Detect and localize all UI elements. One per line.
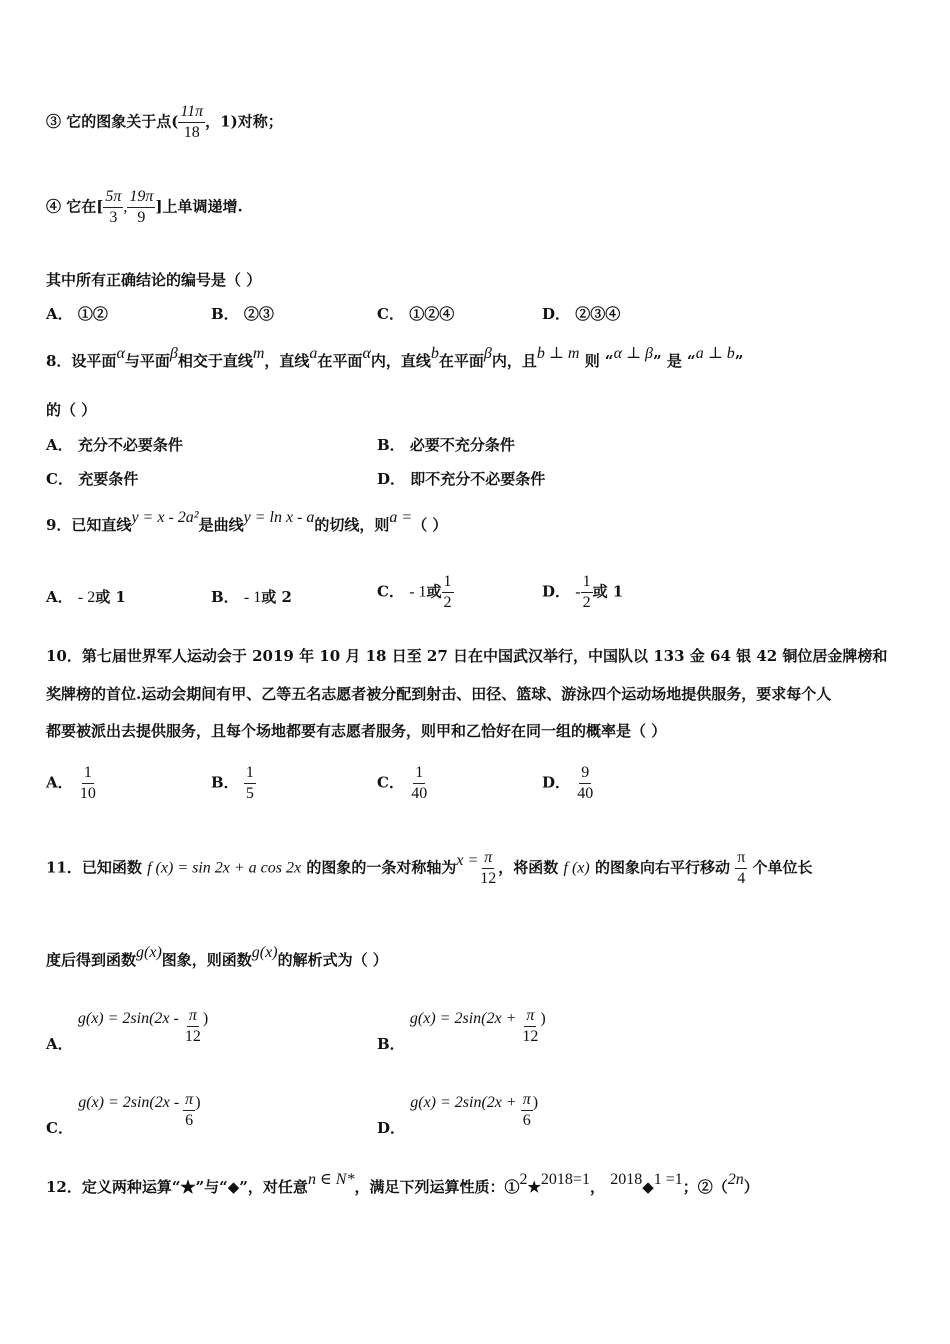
q11-option-a[interactable]: A． g(x) = 2sin(2x - $\frac{\pi}{12}$ ) [46,1007,209,1053]
q11-stem: 11．已知函数 f (x) = sin 2x + a cos 2x 的图象的一条对称轴为x = $\frac{\pi}{12}$ ，将函数 f (x) 的图象向右平行移动 $\frac{\pi}{4}$ 个单位长 [46,849,813,887]
q7-option-b[interactable]: B． ②③ [211,305,274,323]
q11-option-b[interactable]: B． g(x) = 2sin(2x + $\frac{\pi}{12}$ ) [377,1007,546,1053]
q9-stem: 9．已知直线y = x - 2a²是曲线y = ln x - a的切线，则a =（ ） [46,509,448,534]
q7-option-d[interactable]: D． ②③④ [542,305,621,323]
q10-option-b[interactable]: B． $\frac{1}{5}$ [211,764,254,802]
q10-option-a[interactable]: A． $\frac{1}{10}$ [46,764,96,802]
q10-option-c[interactable]: C． $\frac{1}{40}$ [377,764,428,802]
q9-option-b[interactable]: B． - 1或 2 [211,588,292,606]
q10-line-1: 10．第七届世界军人运动会于 2019 年 10 月 18 日至 27 日在中国武汉举行，中国队以 133 金 64 银 42 铜位居金牌榜和 [46,647,888,665]
q8-option-b[interactable]: B． 必要不充分条件 [377,436,515,454]
q9-option-d[interactable]: D． - $\frac{1}{2}$ 或 1 [542,573,624,611]
q10-option-d[interactable]: D． $\frac{9}{40}$ [542,764,594,802]
q10-line-3: 都要被派出去提供服务，且每个场地都要有志愿者服务，则甲和乙恰好在同一组的概率是（ ） [46,722,667,740]
item-3-marker: ③ [46,112,62,131]
q12-stem: 12．定义两种运算“★”与“◆”，对任意n ∈ N*，满足下列运算性质：①2★2018=1， 2018◆1 =1；②（2n） [46,1171,759,1196]
statement-4: ④ 它在[ $\frac{5\pi}{3}$ , $\frac{19\pi}{9}$ ]上单调递增. [46,188,243,226]
q8-stem: 8．设平面α与平面β相交于直线m，直线a在平面α内，直线b在平面β内，且b ⊥ m 则 “α ⊥ β” 是 “a ⊥ b” [46,345,744,370]
q11-option-d[interactable]: D． g(x) = 2sin(2x + $\frac{\pi}{6}$ ) [377,1091,539,1137]
q8-option-a[interactable]: A． 充分不必要条件 [46,436,183,454]
item-4-marker: ④ [46,197,62,216]
q9-option-a[interactable]: A． - 2或 1 [46,588,126,606]
q8-option-d[interactable]: D． 即不充分不必要条件 [377,470,546,488]
fraction-19pi-9: $\frac{19\pi}{9}$ [129,188,154,226]
q11-option-c[interactable]: C． g(x) = 2sin(2x - $\frac{\pi}{6}$ ) [46,1091,201,1137]
q7-option-c[interactable]: C． ①②④ [377,305,455,323]
q8-stem-line2: 的（ ） [46,401,97,419]
statement-3: ③ 它的图象关于点( $\frac{11\pi}{18}$ ，1)对称； [46,103,283,141]
q9-option-c[interactable]: C． - 1或 $\frac{1}{2}$ [377,573,452,611]
fraction-5pi-3: $\frac{5\pi}{3}$ [105,188,122,226]
diamond-operator: ◆ [642,1178,654,1196]
fraction-11pi-18: $\frac{11\pi}{18}$ [180,103,204,141]
q7-option-a[interactable]: A． ①② [46,305,108,323]
q8-option-c[interactable]: C． 充要条件 [46,470,139,488]
q7-prompt: 其中所有正确结论的编号是（ ） [46,271,262,289]
q10-line-2: 奖牌榜的首位.运动会期间有甲、乙等五名志愿者被分配到射击、田径、篮球、游泳四个运动场地提供服务，要求每个人 [46,685,832,703]
q11-stem-line2: 度后得到函数g(x)图象，则函数g(x)的解析式为（ ） [46,944,388,969]
star-operator: ★ [527,1178,541,1196]
